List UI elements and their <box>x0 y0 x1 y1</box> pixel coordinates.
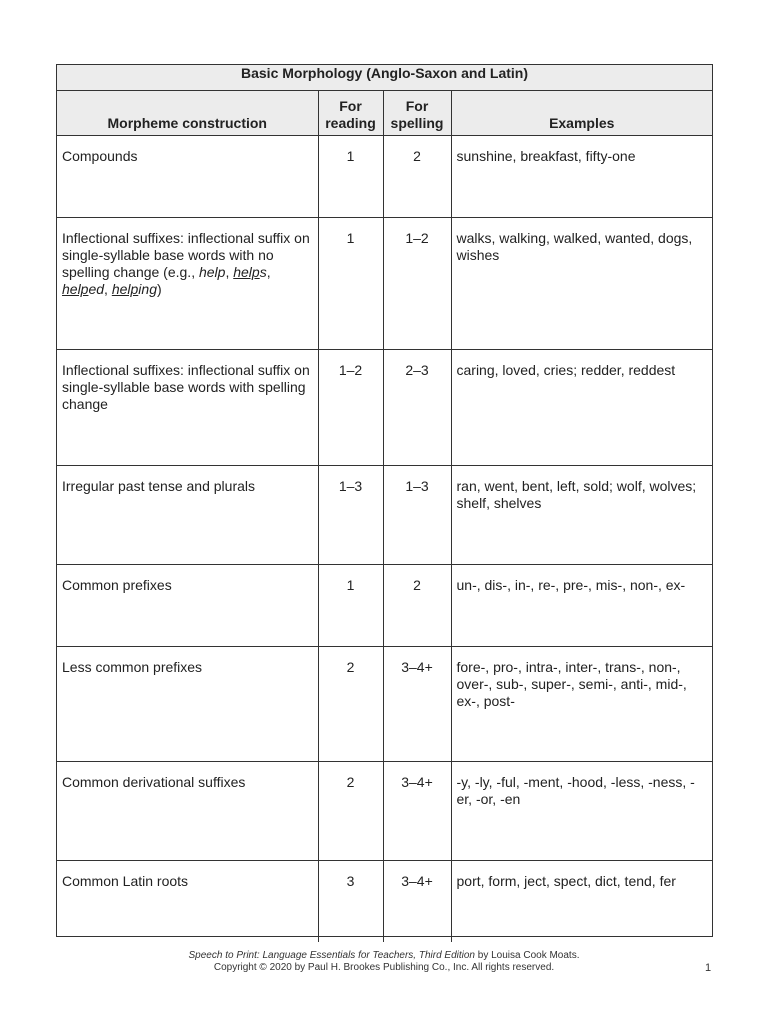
construction-cell: Irregular past tense and plurals <box>57 466 318 565</box>
table-row <box>57 466 712 565</box>
reading-cell: 1 <box>318 565 383 647</box>
construction-cell: Inflectional suffixes: inflectional suffix on single-syllable base words with spelling change <box>57 350 318 466</box>
spelling-cell: 1–2 <box>383 218 451 350</box>
table-row <box>57 762 712 861</box>
spelling-cell: 3–4+ <box>383 647 451 762</box>
examples-cell: port, form, ject, spect, dict, tend, fer <box>451 861 712 942</box>
construction-cell: Less common prefixes <box>57 647 318 762</box>
header-spelling: For spelling <box>383 91 451 136</box>
table-row <box>57 218 712 350</box>
examples-cell: -y, -ly, -ful, -ment, -hood, -less, -ness, -er, -or, -en <box>451 762 712 861</box>
table-row <box>57 647 712 762</box>
reading-cell: 1 <box>318 218 383 350</box>
examples-cell: sunshine, breakfast, fifty-one <box>451 136 712 218</box>
footer-citation <box>0 950 768 962</box>
reading-cell: 2 <box>318 762 383 861</box>
table-row <box>57 136 712 218</box>
table-row <box>57 565 712 647</box>
examples-cell: walks, walking, walked, wanted, dogs, wishes <box>451 218 712 350</box>
reading-cell: 3 <box>318 861 383 942</box>
examples-cell: ran, went, bent, left, sold; wolf, wolves; shelf, shelves <box>451 466 712 565</box>
spelling-cell: 2 <box>383 565 451 647</box>
spelling-cell: 2–3 <box>383 350 451 466</box>
spelling-cell: 3–4+ <box>383 762 451 861</box>
morphology-table-frame <box>56 64 713 937</box>
table-title: Basic Morphology (Anglo-Saxon and Latin) <box>57 65 712 91</box>
page-footer <box>0 950 768 974</box>
reading-cell: 1–2 <box>318 350 383 466</box>
spelling-cell: 3–4+ <box>383 861 451 942</box>
reading-cell: 2 <box>318 647 383 762</box>
footer-book-title: Speech to Print: Language Essentials for Teachers, Third Edition <box>188 950 475 961</box>
examples-cell: fore-, pro-, intra-, inter-, trans-, non-, over-, sub-, super-, semi-, anti-, mid-, ex-, post- <box>451 647 712 762</box>
examples-cell: un-, dis-, in-, re-, pre-, mis-, non-, ex- <box>451 565 712 647</box>
construction-cell: Inflectional suffixes: inflectional suffix on single-syllable base words with no spelling change (e.g., help, helps, helped, helping) <box>57 218 318 350</box>
construction-cell: Common derivational suffixes <box>57 762 318 861</box>
table-row <box>57 861 712 942</box>
construction-cell: Common Latin roots <box>57 861 318 942</box>
header-reading: For reading <box>318 91 383 136</box>
examples-cell: caring, loved, cries; redder, reddest <box>451 350 712 466</box>
footer-copyright: Copyright © 2020 by Paul H. Brookes Publishing Co., Inc. All rights reserved. <box>213 962 555 973</box>
table-row <box>57 350 712 466</box>
spelling-cell: 2 <box>383 136 451 218</box>
footer-author: by Louisa Cook Moats. <box>474 950 580 961</box>
header-construction: Morpheme construction <box>57 91 318 136</box>
morphology-table <box>57 65 712 942</box>
construction-cell: Compounds <box>57 136 318 218</box>
spelling-cell: 1–3 <box>383 466 451 565</box>
header-examples: Examples <box>451 91 712 136</box>
reading-cell: 1–3 <box>318 466 383 565</box>
reading-cell: 1 <box>318 136 383 218</box>
construction-cell: Common prefixes <box>57 565 318 647</box>
page-number: 1 <box>705 962 712 974</box>
